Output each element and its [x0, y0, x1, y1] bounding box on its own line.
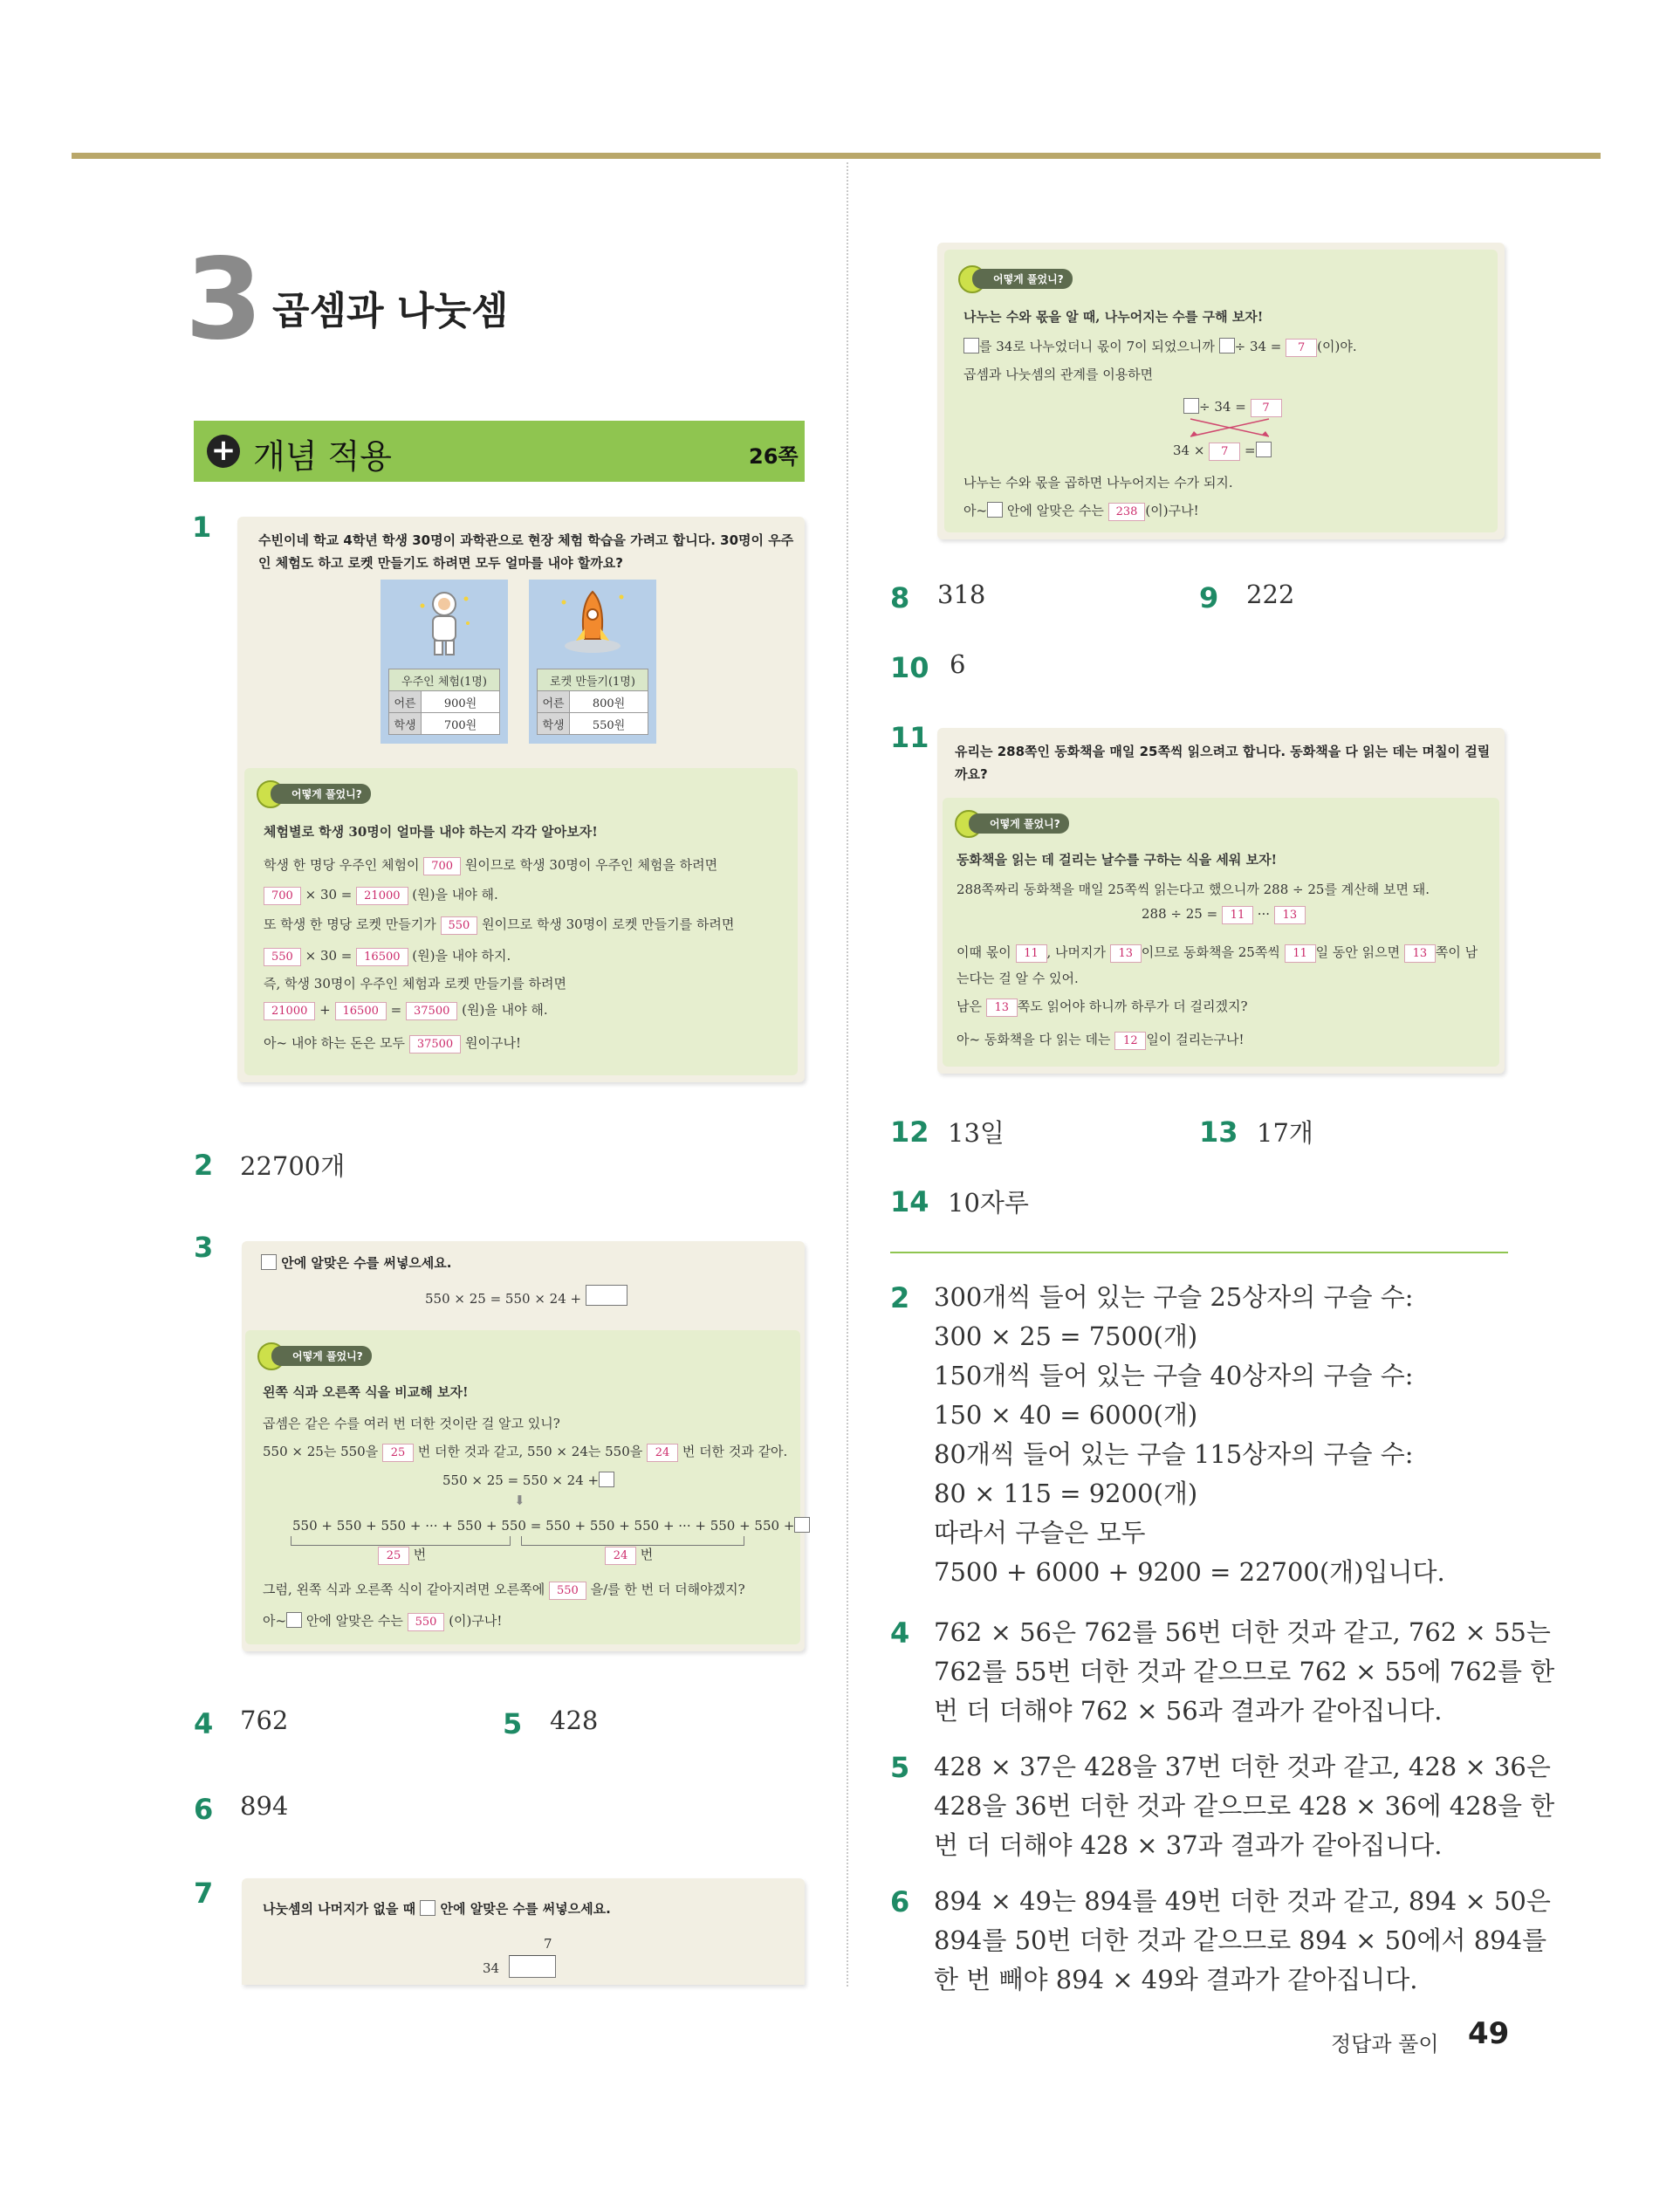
solution-number: 4	[890, 1616, 910, 1650]
hint-badge: 어떻게 풀었니?	[271, 1346, 372, 1366]
hint-line: 남은 13 쪽도 읽어야 하니까 하루가 더 걸리겠지?	[957, 997, 1248, 1017]
hint-line: 아~ 내야 하는 돈은 모두 37500 원이구나!	[264, 1033, 521, 1053]
page-number: 49	[1468, 2016, 1510, 2051]
hint-line: 또 학생 한 명당 로켓 만들기가 550 원이므로 학생 30명이 로켓 만들기를 하려면	[264, 915, 734, 935]
question-number: 10	[890, 651, 929, 684]
section-title: 개념 적용	[253, 437, 392, 476]
q7-hint-card	[937, 243, 1505, 539]
hint-title: 나누는 수와 몫을 알 때, 나누어지는 수를 구해 보자!	[963, 309, 1264, 325]
table-label: 어른	[389, 691, 422, 713]
hint-line: 나누는 수와 몫을 곱하면 나누어지는 수가 되지.	[963, 475, 1233, 491]
hint-line: 그럼, 왼쪽 식과 오른쪽 식이 같아지려면 오른쪽에 550 을/를 한 번 더 더해야겠지?	[263, 1580, 745, 1600]
question-number: 9	[1199, 581, 1219, 614]
hint-line: 이때 몫이 11 , 나머지가 13 이므로 동화책을 25쪽씩 11 일 동안 읽으면 13 쪽이 남	[957, 943, 1478, 963]
hint-line: 아~ 안에 알맞은 수는 550 (이)구나!	[263, 1611, 502, 1631]
table-title: 우주인 체험(1명)	[389, 669, 500, 691]
solution-line: 762 × 56은 762를 56번 더한 것과 같고, 762 × 55는	[934, 1617, 1551, 1647]
solution-number: 6	[890, 1885, 910, 1918]
solution-line: 80개씩 들어 있는 구슬 115상자의 구슬 수:	[934, 1439, 1414, 1469]
answer: 10자루	[948, 1188, 1029, 1218]
hint-line: ÷ 34 = 7	[1183, 398, 1282, 417]
space-experience-card	[381, 580, 508, 744]
question-number: 8	[890, 581, 910, 614]
hint-line: 550 × 25 = 550 × 24 +	[442, 1472, 614, 1488]
question-number: 11	[890, 721, 929, 754]
solution-number: 5	[890, 1751, 910, 1784]
answer: 222	[1246, 580, 1295, 609]
footer-label: 정답과 풀이	[1331, 2032, 1439, 2056]
chapter-number: 3	[185, 235, 264, 365]
header-rule	[72, 153, 1601, 159]
solutions-divider	[890, 1252, 1508, 1253]
hint-line: 700 × 30 = 21000 (원)을 내야 해.	[264, 885, 498, 905]
hint-line: 곱셈과 나눗셈의 관계를 이용하면	[963, 367, 1154, 382]
solution-line: 300개씩 들어 있는 구슬 25상자의 구슬 수:	[934, 1282, 1414, 1312]
answer: 762	[240, 1705, 289, 1735]
division-divisor: 34	[483, 1960, 500, 1976]
hint-badge: 어떻게 풀었니?	[972, 269, 1073, 289]
arrow-down-icon: ⬇	[514, 1493, 525, 1508]
question-number: 6	[194, 1793, 214, 1826]
solution-line: 한 번 빼야 894 × 49와 결과가 같아집니다.	[934, 1965, 1418, 1994]
q11-question-line: 유리는 288쪽인 동화책을 매일 25쪽씩 읽으려고 합니다. 동화책을 다 읽는 데는 며칠이 걸릴	[955, 744, 1491, 759]
table-value: 550원	[570, 713, 648, 735]
solution-line: 7500 + 6000 + 9200 = 22700(개)입니다.	[934, 1557, 1445, 1587]
hint-line: 288 ÷ 25 = 11 ··· 13	[1142, 906, 1306, 924]
q7-card	[242, 1878, 805, 1985]
solution-line: 428을 36번 더한 것과 같으므로 428 × 36에 428을 한	[934, 1791, 1555, 1821]
hint-line: 학생 한 명당 우주인 체험이 700 원이므로 학생 30명이 우주인 체험을 하려면	[264, 855, 717, 875]
hint-line: 21000 + 16500 = 37500 (원)을 내야 해.	[264, 1000, 548, 1020]
q1-question-line: 인 체험도 하고 로켓 만들기도 하려면 모두 얼마를 내야 할까요?	[258, 555, 623, 571]
rocket-price-table	[537, 669, 648, 735]
hint-line: 34 × 7 =	[1173, 442, 1272, 461]
hint-line: 550 × 25는 550을 25 번 더한 것과 같고, 550 × 24는 550을 24 번 더한 것과 같아.	[263, 1442, 787, 1462]
answer: 428	[550, 1705, 599, 1735]
q3-card	[242, 1241, 805, 1651]
hint-line: 아~ 동화책을 다 읽는 데는 12 일이 걸리는구나!	[957, 1030, 1245, 1050]
table-value: 900원	[422, 691, 500, 713]
q1-card	[237, 517, 805, 1082]
division-answer-box[interactable]	[509, 1955, 556, 1978]
answer: 17개	[1257, 1118, 1313, 1148]
astronaut-icon	[415, 588, 473, 658]
plus-icon: +	[207, 435, 240, 468]
space-price-table	[388, 669, 500, 735]
hint-line: 를 34로 나누었더니 몫이 7이 되었으니까 ÷ 34 = 7 (이)야.	[963, 337, 1357, 357]
question-number: 2	[194, 1149, 214, 1182]
q11-question-line: 까요?	[955, 766, 988, 782]
solution-line: 번 더 더해야 762 × 56과 결과가 같아집니다.	[934, 1696, 1443, 1726]
q1-question-line: 수빈이네 학교 4학년 학생 30명이 과학관으로 현장 체험 학습을 가려고 합니다. 30명이 우주	[258, 532, 794, 548]
solution-line: 150 × 40 = 6000(개)	[934, 1400, 1198, 1430]
hint-line: 는다는 걸 알 수 있어.	[957, 971, 1079, 986]
rocket-icon	[555, 585, 630, 660]
hint-line: 25 번	[378, 1545, 426, 1565]
hint-title: 왼쪽 식과 오른쪽 식을 비교해 보자!	[263, 1384, 469, 1400]
solution-block	[934, 1278, 1445, 1592]
q3-equation: 550 × 25 = 550 × 24 +	[425, 1285, 627, 1307]
q11-card	[937, 728, 1505, 1074]
answer: 22700개	[240, 1151, 346, 1181]
hint-line: 곱셈은 같은 수를 여러 번 더한 것이란 걸 알고 있니?	[263, 1416, 560, 1431]
division-quotient: 7	[544, 1936, 552, 1952]
q11-hint-box	[943, 798, 1499, 1067]
rocket-making-card	[529, 580, 656, 744]
hint-line: 550 + 550 + 550 + ··· + 550 + 550 = 550 + 550 + 550 + ··· + 550 + 550 +	[292, 1517, 810, 1534]
answer: 13일	[948, 1118, 1005, 1148]
cross-arrows-icon	[1182, 417, 1278, 440]
hint-line: 288쪽짜리 동화책을 매일 25쪽씩 읽는다고 했으니까 288 ÷ 25를 계산해 보면 돼.	[957, 882, 1430, 897]
table-title: 로켓 만들기(1명)	[538, 669, 648, 691]
solution-line: 300 × 25 = 7500(개)	[934, 1321, 1198, 1351]
q3-hint-box	[245, 1330, 800, 1644]
hint-line: 24 번	[605, 1545, 653, 1565]
hint-title: 체험별로 학생 30명이 얼마를 내야 하는지 각각 알아보자!	[264, 824, 598, 840]
answer: 894	[240, 1791, 289, 1821]
question-number: 12	[890, 1115, 929, 1149]
solution-line: 894를 50번 더한 것과 같으므로 894 × 50에서 894를	[934, 1925, 1547, 1955]
solution-block	[934, 1747, 1554, 1865]
hint-line: 즉, 학생 30명이 우주인 체험과 로켓 만들기를 하려면	[264, 976, 567, 992]
question-number: 4	[194, 1707, 214, 1740]
solution-line: 894 × 49는 894를 49번 더한 것과 같고, 894 × 50은	[934, 1886, 1551, 1916]
solution-line: 762를 55번 더한 것과 같으므로 762 × 55에 762를 한	[934, 1657, 1555, 1686]
hint-line: 550 × 30 = 16500 (원)을 내야 하지.	[264, 946, 511, 966]
hint-line: 아~ 안에 알맞은 수는 238 (이)구나!	[963, 501, 1199, 521]
answer: 318	[937, 580, 986, 609]
section-page: 26쪽	[749, 444, 799, 469]
column-divider	[847, 162, 848, 1987]
q1-hint-box	[244, 768, 798, 1075]
question-number: 5	[503, 1707, 523, 1740]
table-label: 어른	[538, 691, 570, 713]
solution-line: 150개씩 들어 있는 구슬 40상자의 구슬 수:	[934, 1361, 1414, 1390]
table-value: 800원	[570, 691, 648, 713]
question-number: 13	[1199, 1115, 1238, 1149]
table-label: 학생	[389, 713, 422, 735]
q7-hint-box	[944, 250, 1498, 532]
q3-question: 안에 알맞은 수를 써넣으세요.	[261, 1253, 451, 1272]
solution-line: 번 더 더해야 428 × 37과 결과가 같아집니다.	[934, 1830, 1443, 1860]
answer: 6	[950, 649, 966, 679]
solution-number: 2	[890, 1281, 910, 1314]
question-number: 7	[194, 1877, 214, 1910]
table-value: 700원	[422, 713, 500, 735]
table-label: 학생	[538, 713, 570, 735]
chapter-title: 곱셈과 나눗셈	[272, 289, 509, 333]
question-number: 1	[192, 511, 212, 544]
hint-badge: 어떻게 풀었니?	[969, 813, 1069, 834]
solution-block	[934, 1613, 1554, 1731]
hint-badge: 어떻게 풀었니?	[271, 784, 371, 804]
question-number: 3	[194, 1231, 214, 1264]
solution-block	[934, 1882, 1551, 2000]
solution-line: 따라서 구슬은 모두	[934, 1518, 1146, 1548]
question-number: 14	[890, 1185, 929, 1218]
hint-title: 동화책을 읽는 데 걸리는 날수를 구하는 식을 세워 보자!	[957, 852, 1278, 868]
solution-line: 80 × 115 = 9200(개)	[934, 1479, 1198, 1508]
q7-question: 나눗셈의 나머지가 없을 때 안에 알맞은 수를 써넣으세요.	[263, 1901, 611, 1917]
solution-line: 428 × 37은 428을 37번 더한 것과 같고, 428 × 36은	[934, 1752, 1551, 1781]
